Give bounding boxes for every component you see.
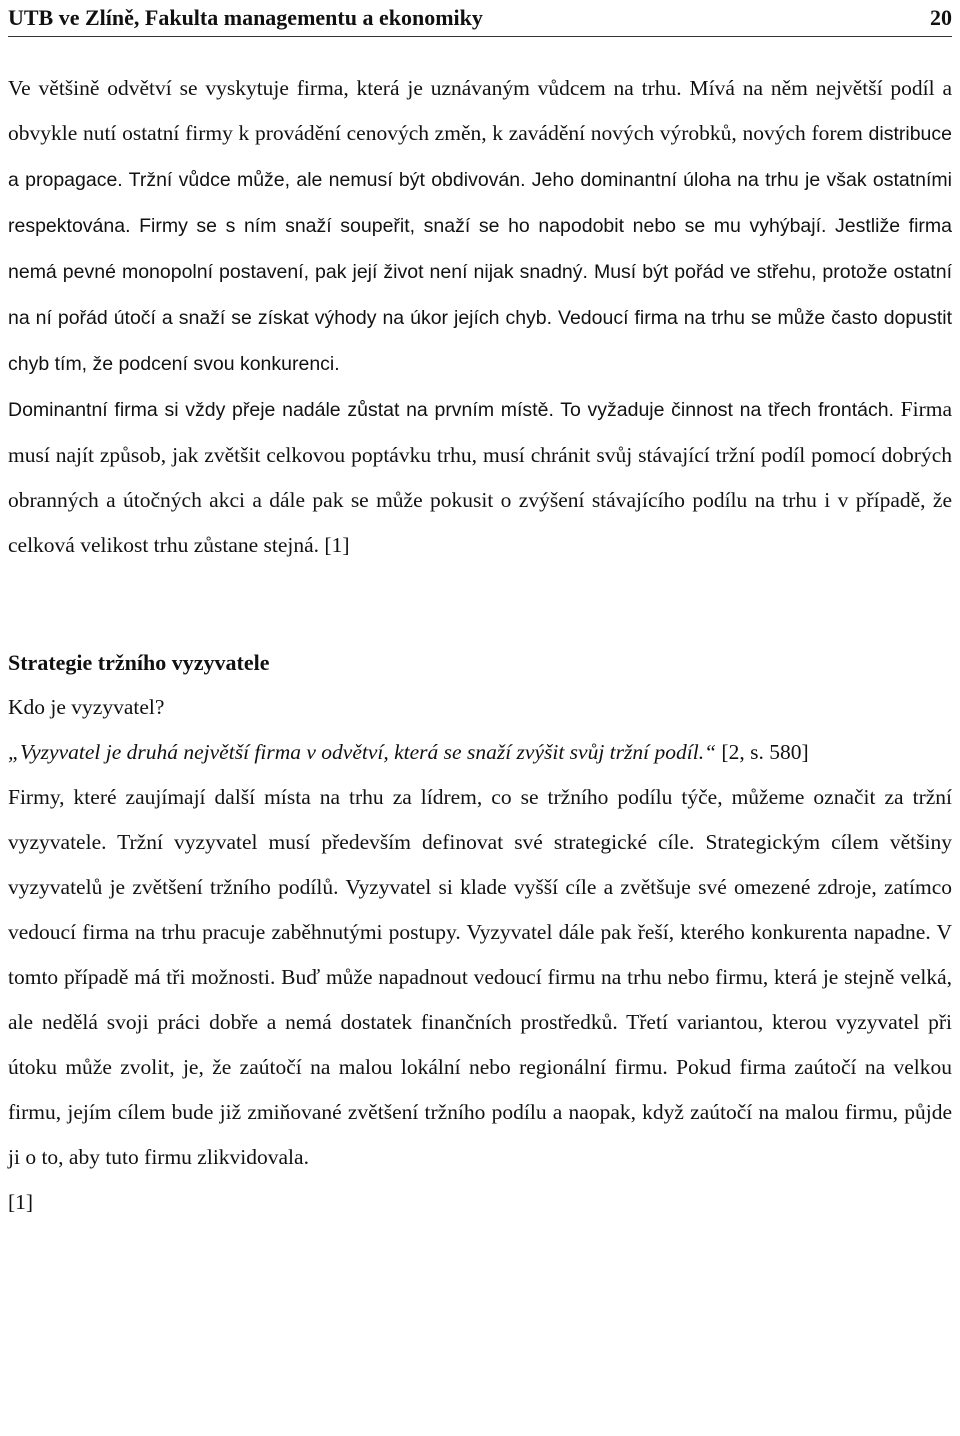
page-number: 20	[930, 5, 952, 30]
quote-open-mark: „	[8, 740, 20, 764]
paragraph-market-leader-part1: Ve většině odvětví se vyskytuje firma, která je uznávaným vůdcem na trhu. Mívá na něm největší podíl a obvykle nutí ostatní firmy k provádění cenových změn, k zavádění nových výrobků, nových forem	[8, 76, 952, 145]
paragraph-dominant-firm-part2: Firma musí najít způsob, jak zvětšit celkovou poptávku trhu, musí chránit svůj stávající tržní podíl pomocí dobrých obranných a útočných akci a dále pak se může pokusit o zvýšení stávajícího podílu na trhu i v případě, že celková velikost trhu zůstane stejná. [1]	[8, 397, 952, 557]
header-title: UTB ve Zlíně, Fakulta managementu a ekonomiky	[8, 5, 483, 30]
quote-text: Vyzyvatel je druhá největší firma v odvětví, která se snaží zvýšit svůj tržní podíl.	[19, 740, 705, 764]
section-spacer	[8, 568, 952, 640]
page-header	[8, 0, 952, 37]
question-line: Kdo je vyzyvatel?	[8, 695, 165, 719]
reference-mark: [1]	[8, 1190, 34, 1214]
paragraph-challengers: Firmy, které zaujímají další místa na trhu za lídrem, co se tržního podílu týče, můžeme označit za tržní vyzyvatele. Tržní vyzyvatel musí především definovat své strategické cíle. Strategickým cílem většiny vyzyvatelů je zvětšení tržního podílů. Vyzyvatel si klade vyšší cíle a zvětšuje své omezené zdroje, zatímco vedoucí firma na trhu pracuje zaběhnutými postupy. Vyzyvatel dále pak řeší, kterého konkurenta napadne. V tomto případě má tři možnosti. Buď může napadnout vedoucí firmu na trhu nebo firmu, která je stejně velká, ale nedělá svoji práci dobře a nemá dostatek finančních prostředků. Třetí variantou, kterou vyzyvatel při útoku může zvolit, je, že zaútočí na malou lokální nebo regionální firmu. Pokud firma zaútočí na velkou firmu, jejím cílem bude již zmiňované zvětšení tržního podílu a naopak, když zaútočí na malou firmu, půjde ji o to, aby tuto firmu zlikvidovala.	[8, 785, 952, 1169]
quote-close-mark: “	[704, 740, 717, 764]
paragraph-market-leader-part2: distribuce a propagace. Tržní vůdce může, ale nemusí být obdivován. Jeho dominantní úloha na trhu je však ostatními respektována. Firmy se s ním snaží soupeřit, snaží se ho napodobit nebo se mu vyhýbají. Jestliže firma nemá pevné monopolní postavení, pak její život není nijak snadný. Musí být pořád ve střehu, protože ostatní na ní pořád útočí a snaží se získat výhody na úkor jejích chyb. Vedoucí firma na trhu se může často dopustit chyb tím, že podcení svou konkurenci.	[8, 123, 952, 375]
paragraph-dominant-firm	[8, 387, 952, 568]
quote-citation: [2, s. 580]	[716, 740, 809, 764]
quote-block	[8, 730, 952, 775]
section-heading: Strategie tržního vyzyvatele	[8, 650, 270, 675]
paragraph-dominant-firm-part1: Dominantní firma si vždy přeje nadále zůstat na prvním místě. To vyžaduje činnost na třech frontách.	[8, 399, 894, 421]
page-body	[8, 66, 952, 1225]
paragraph-market-leader	[8, 66, 952, 387]
